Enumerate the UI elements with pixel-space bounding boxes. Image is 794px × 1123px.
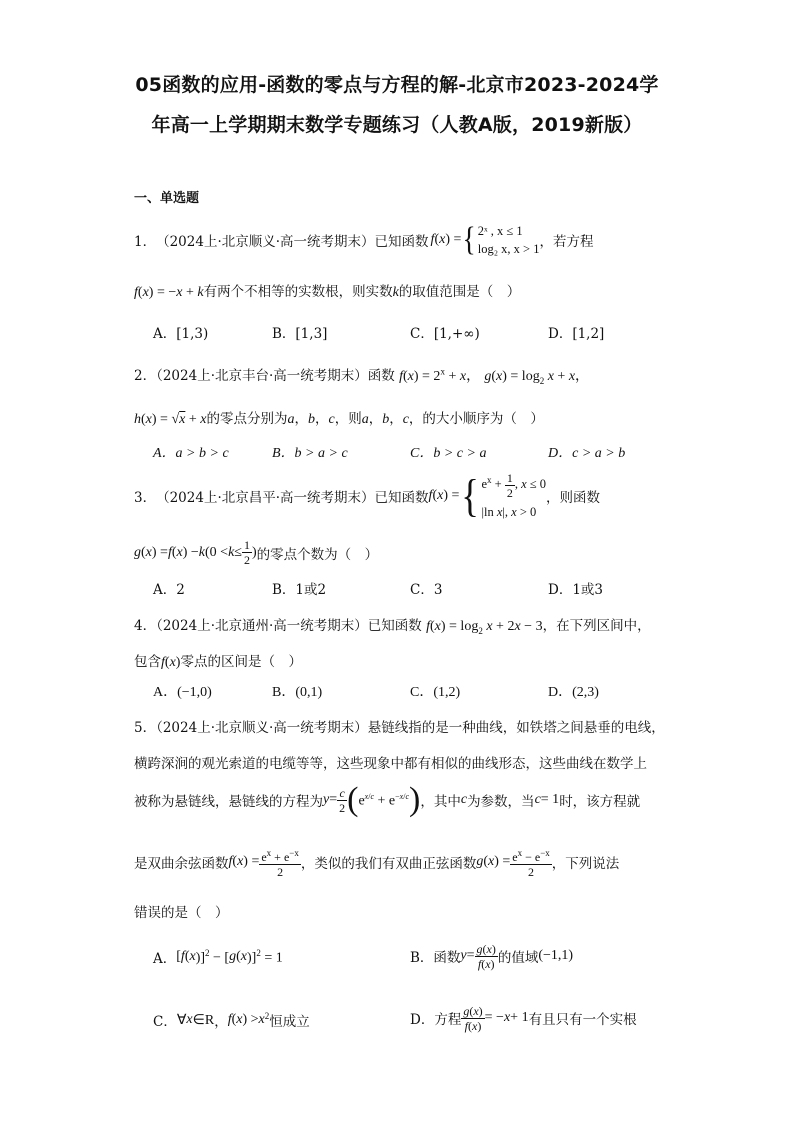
- piecewise-brace: {: [463, 221, 477, 258]
- question-5-option-a[interactable]: A． [ f ( x )]$^2$ − [ g ( x )]$^2$ = 1: [153, 947, 283, 967]
- question-5-line-3: 被称为悬链线，悬链线的方程为 y = $\frac{c}{2}$ ( $e^{x/c} + e^{-x/c}$ ) ，其中 c 为参数，当 c = 1 时，该方程就: [134, 781, 641, 818]
- piecewise-brace: {: [461, 470, 480, 521]
- question-number: 3．: [134, 490, 157, 506]
- question-1-line-1: 1． （2024上·北京顺义·高一统考期末） 已知函数 f ( x ) = { 2ˣ , x ≤ 1 log₂ x, x > 1 ，若方程: [134, 221, 594, 258]
- question-3-line-1: 3． （2024上·北京昌平·高一统考期末） 已知函数 f ( x ) = { $e^x$ + $\frac{1}{2}$ , x ≤ 0 |ln x|, x > 0 ，则函数: [134, 470, 600, 522]
- question-source: （2024上·北京通州·高一统考期末）: [156, 618, 368, 634]
- question-2-option-b[interactable]: B．b > a > c: [272, 446, 348, 461]
- question-5-line-2: 横跨深涧的观光索道的电缆等等，这些现象中都有相似的曲线形态，这些曲线在数学上: [134, 756, 647, 772]
- question-source: （2024上·北京丰台·高一统考期末）: [156, 368, 368, 384]
- question-number: 1．: [134, 234, 157, 250]
- question-1-line-2: f(x) = −x + k有两个不相等的实数根，则实数k的取值范围是（ ）: [134, 284, 521, 300]
- question-2-line-1: 2．（2024上·北京丰台·高一统考期末）函数 $f(x) = 2^x + x$， $g(x) = \log_2 x + x$，: [134, 366, 590, 386]
- question-2-line-2: h(x) = √x + x的零点分别为a，b，c，则a，b，c，的大小顺序为（ ）: [134, 411, 544, 427]
- question-number: 2．: [134, 368, 157, 384]
- question-source: （2024上·北京顺义·高一统考期末）: [156, 720, 368, 736]
- piecewise-cases: 2ˣ , x ≤ 1 log₂ x, x > 1: [477, 224, 540, 256]
- question-5-line-1: 5．（2024上·北京顺义·高一统考期末）悬链线指的是一种曲线，如铁塔之间悬垂的电线，: [134, 720, 665, 736]
- question-1-option-b[interactable]: B．[1,3]: [272, 326, 328, 342]
- question-3-option-a[interactable]: A．2: [153, 582, 185, 598]
- question-4-option-c[interactable]: C．(1,2): [410, 685, 461, 700]
- question-3-option-d[interactable]: D．1或3: [548, 582, 604, 598]
- question-3-line-2: g ( x ) = f ( x ) − k (0 < k ≤ $\frac{1}{2}$ ) 的零点个数为（ ）: [134, 538, 379, 567]
- formula-f: f: [430, 232, 435, 247]
- question-4-option-b[interactable]: B．(0,1): [272, 685, 323, 700]
- question-3-option-b[interactable]: B．1或2: [272, 582, 327, 598]
- question-2-option-c[interactable]: C．b > c > a: [410, 446, 487, 461]
- question-5-option-c[interactable]: C． ∀ x ∈R ， f ( x ) > x $^2$ 恒成立: [153, 1010, 310, 1030]
- question-3-option-c[interactable]: C．3: [410, 582, 443, 598]
- question-5-option-b[interactable]: B．函数 y = $\frac{g(x)}{f(x)}$ 的值域 (−1,1): [410, 941, 574, 971]
- question-5-line-4: 是双曲余弦函数 f ( x ) = $\frac{e^x + e^{-x}}{2}$ ，类似的我们有双曲正弦函数 g ( x ) = $\frac{e^x - e^{-x}}{2}$ ，下列说法: [134, 847, 620, 879]
- question-number: 5．: [134, 720, 157, 736]
- question-1-option-d[interactable]: D．[1,2]: [548, 326, 605, 342]
- question-4-line-2: 包含f(x)零点的区间是（ ）: [134, 654, 302, 670]
- question-5-option-d[interactable]: D．方程 $\frac{g(x)}{f(x)}$ = − x + 1 有且只有一个实根: [410, 1003, 637, 1033]
- question-source: （2024上·北京昌平·高一统考期末）: [156, 490, 375, 506]
- question-4-option-d[interactable]: D．(2,3): [548, 685, 599, 700]
- section-heading: 一、单选题: [134, 191, 200, 206]
- question-1-option-c[interactable]: C．[1,+∞): [410, 326, 480, 342]
- piecewise-cases: $e^x$ + $\frac{1}{2}$ , x ≤ 0 |ln x|, x > 0: [481, 470, 547, 519]
- question-4-line-1: 4．（2024上·北京通州·高一统考期末）已知函数 $f(x) = \log_2 x + 2x - 3$，在下列区间中，: [134, 618, 651, 636]
- document-title-line-1: 05函数的应用-函数的零点与方程的解-北京市2023-2024学: [135, 74, 659, 96]
- question-source: （2024上·北京顺义·高一统考期末）: [156, 234, 375, 250]
- question-number: 4．: [134, 618, 157, 634]
- question-4-option-a[interactable]: A．(−1,0): [153, 685, 212, 700]
- question-2-option-a[interactable]: A．a > b > c: [153, 446, 229, 461]
- document-title-line-2: 年高一上学期期末数学专题练习（人教A版，2019新版）: [151, 114, 643, 136]
- question-1-option-a[interactable]: A．[1,3): [153, 326, 209, 342]
- question-5-line-5: 错误的是（ ）: [134, 905, 229, 921]
- question-2-option-d[interactable]: D．c > a > b: [548, 446, 626, 461]
